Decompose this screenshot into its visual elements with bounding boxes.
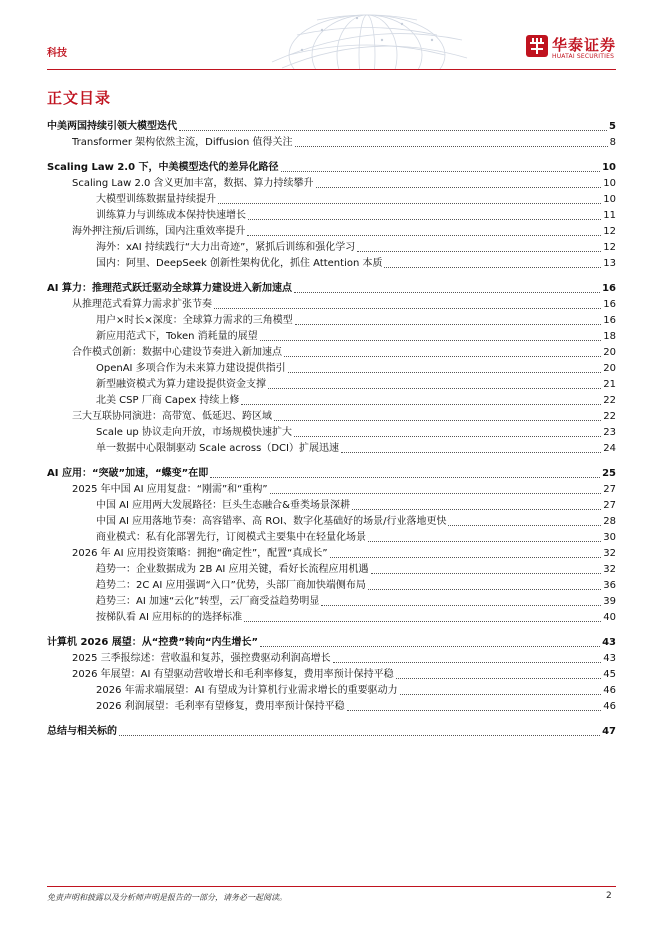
toc-entry-page: 27 <box>603 500 616 511</box>
toc-entry-level-1[interactable] <box>47 635 616 651</box>
toc-entry-page: 24 <box>603 443 616 454</box>
toc-entry-level-2[interactable] <box>47 546 616 562</box>
toc-dot-leader <box>396 678 602 679</box>
toc-dot-leader <box>295 324 602 325</box>
footer-disclaimer: 免责声明和披露以及分析师声明是报告的一部分，请务必一起阅读。 <box>47 893 287 902</box>
toc-entry-level-2[interactable] <box>47 135 616 151</box>
toc-dot-leader <box>218 203 601 204</box>
toc-entry-level-1[interactable] <box>47 119 616 135</box>
toc-entry-level-3[interactable] <box>47 208 616 224</box>
toc-entry-title: 总结与相关标的 <box>47 726 117 737</box>
toc-entry-title: 合作模式创新：数据中心建设节奏进入新加速点 <box>72 347 282 358</box>
toc-dot-leader <box>333 662 602 663</box>
toc-entry-page: 27 <box>603 484 616 495</box>
toc-dot-leader <box>294 436 601 437</box>
toc-entry-level-1[interactable] <box>47 281 616 297</box>
toc-dot-leader <box>288 372 602 373</box>
toc-entry-page: 32 <box>603 548 616 559</box>
toc-entry-title: 中国 AI 应用落地节奏：高容错率、高 ROI、数字化基础好的场景/行业落地更快 <box>96 516 447 527</box>
toc-entry-page: 45 <box>603 669 616 680</box>
toc-entry-title: 2025 年中国 AI 应用复盘：“刚需”和“重构” <box>72 484 268 495</box>
toc-dot-leader <box>214 308 601 309</box>
toc-entry-page: 16 <box>602 283 616 294</box>
toc-entry-title: 国内：阿里、DeepSeek 创新性架构优化，抓住 Attention 本质 <box>96 258 383 269</box>
toc-entry-level-2[interactable] <box>47 667 616 683</box>
toc-entry-page: 20 <box>603 347 616 358</box>
globe-watermark-icon <box>262 0 472 70</box>
toc-entry-title: 商业模式：私有化部署先行，订阅模式主要集中在轻量化场景 <box>96 532 366 543</box>
toc-dot-leader <box>352 509 601 510</box>
toc-entry-level-2[interactable] <box>47 651 616 667</box>
toc-entry-title: 训练算力与训练成本保持快速增长 <box>96 210 246 221</box>
toc-entry-level-2[interactable] <box>47 482 616 498</box>
header-divider <box>47 69 616 70</box>
toc-entry-level-2[interactable] <box>47 224 616 240</box>
toc-entry-title: 海外押注预/后训练，国内注重效率提升 <box>72 226 246 237</box>
toc-entry-page: 18 <box>603 331 616 342</box>
toc-dot-leader <box>347 710 602 711</box>
huatai-logo <box>526 34 626 64</box>
toc-entry-page: 25 <box>602 468 616 479</box>
toc-entry-title: 新应用范式下，Token 消耗量的展望 <box>96 331 258 342</box>
toc-entry-page: 23 <box>603 427 616 438</box>
toc-entry-title: 从推理范式看算力需求扩张节奏 <box>72 299 212 310</box>
table-of-contents <box>47 119 616 740</box>
toc-entry-title: 新型融资模式为算力建设提供资金支撑 <box>96 379 266 390</box>
toc-dot-leader <box>384 267 601 268</box>
toc-entry-level-3[interactable] <box>47 256 616 272</box>
toc-entry-page: 11 <box>603 210 616 221</box>
toc-dot-leader <box>368 541 601 542</box>
toc-entry-title: 2025 三季报综述：营收温和复苏，强控费驱动利润高增长 <box>72 653 331 664</box>
toc-dot-leader <box>260 340 602 341</box>
toc-entry-title: AI 算力：推理范式跃迁驱动全球算力建设进入新加速点 <box>47 283 292 294</box>
toc-entry-level-3[interactable] <box>47 610 616 626</box>
toc-entry-title: 单一数据中心限制驱动 Scale across（DCI）扩展迅速 <box>96 443 339 454</box>
toc-entry-level-3[interactable] <box>47 530 616 546</box>
toc-entry-title: 2026 利润展望：毛利率有望修复，费用率预计保持平稳 <box>96 701 345 712</box>
toc-entry-level-1[interactable] <box>47 466 616 482</box>
toc-dot-leader <box>241 404 601 405</box>
toc-entry-level-3[interactable] <box>47 240 616 256</box>
toc-entry-title: 中美两国持续引领大模型迭代 <box>47 121 177 132</box>
toc-entry-page: 16 <box>603 315 616 326</box>
toc-dot-leader <box>284 356 601 357</box>
toc-entry-level-3[interactable] <box>47 313 616 329</box>
toc-entry-page: 21 <box>603 379 616 390</box>
toc-entry-level-2[interactable] <box>47 297 616 313</box>
toc-entry-level-2[interactable] <box>47 176 616 192</box>
toc-entry-level-3[interactable] <box>47 683 616 699</box>
header-section-tag: 科技 <box>47 48 67 59</box>
toc-entry-page: 10 <box>603 194 616 205</box>
toc-entry-title: Scaling Law 2.0 含义更加丰富，数据、算力持续攀升 <box>72 178 314 189</box>
toc-entry-title: 大模型训练数据量持续提升 <box>96 194 216 205</box>
toc-entry-page: 43 <box>602 637 616 648</box>
toc-entry-title: 计算机 2026 展望：从“控费”转向“内生增长” <box>47 637 259 648</box>
toc-dot-leader <box>179 130 607 131</box>
toc-dot-leader <box>357 251 601 252</box>
toc-entry-page: 36 <box>603 580 616 591</box>
toc-entry-title: 2026 年展望：AI 有望驱动营收增长和毛利率修复，费用率预计保持平稳 <box>72 669 394 680</box>
toc-entry-page: 30 <box>603 532 616 543</box>
toc-dot-leader <box>119 735 600 736</box>
toc-entry-title: OpenAI 多项合作为未来算力建设提供指引 <box>96 363 286 374</box>
toc-dot-leader <box>274 420 601 421</box>
toc-dot-leader <box>448 525 601 526</box>
toc-entry-level-2[interactable] <box>47 345 616 361</box>
toc-entry-title: Transformer 架构依然主流，Diffusion 值得关注 <box>72 137 293 148</box>
huatai-logo-mark-icon <box>526 35 548 57</box>
toc-title: 正文目录 <box>47 89 112 107</box>
toc-entry-title: Scale up 协议走向开放，市场规模快速扩大 <box>96 427 292 438</box>
toc-dot-leader <box>321 605 601 606</box>
toc-entry-title: 2026 年 AI 应用投资策略：拥抱“确定性”，配置“真成长” <box>72 548 328 559</box>
toc-dot-leader <box>270 493 602 494</box>
toc-entry-page: 5 <box>609 121 616 132</box>
toc-entry-page: 46 <box>603 685 616 696</box>
toc-entry-page: 22 <box>603 411 616 422</box>
toc-entry-level-3[interactable] <box>47 594 616 610</box>
toc-entry-level-3[interactable] <box>47 562 616 578</box>
toc-entry-title: 用户×时长×深度：全球算力需求的三角模型 <box>96 315 293 326</box>
toc-entry-level-3[interactable] <box>47 393 616 409</box>
toc-dot-leader <box>368 589 601 590</box>
toc-entry-title: 趋势三：AI 加速“云化”转型，云厂商受益趋势明显 <box>96 596 320 607</box>
toc-entry-page: 28 <box>603 516 616 527</box>
toc-entry-page: 43 <box>603 653 616 664</box>
toc-dot-leader <box>210 477 600 478</box>
toc-entry-page: 10 <box>602 162 616 173</box>
toc-entry-level-3[interactable] <box>47 441 616 457</box>
toc-entry-page: 39 <box>603 596 616 607</box>
toc-dot-leader <box>247 235 601 236</box>
toc-entry-page: 20 <box>603 363 616 374</box>
page-number: 2 <box>606 891 612 901</box>
logo-english-name: HUATAI SECURITIES <box>552 53 615 60</box>
toc-dot-leader <box>371 573 602 574</box>
toc-dot-leader <box>268 388 601 389</box>
toc-entry-title: AI 应用：“突破”加速，“蝶变”在即 <box>47 468 209 479</box>
toc-dot-leader <box>341 452 601 453</box>
toc-entry-title: 中国 AI 应用两大发展路径：巨头生态融合&垂类场景深耕 <box>96 500 350 511</box>
toc-entry-level-3[interactable] <box>47 498 616 514</box>
toc-entry-page: 12 <box>603 226 616 237</box>
toc-dot-leader <box>248 219 601 220</box>
toc-entry-page: 13 <box>603 258 616 269</box>
toc-entry-page: 40 <box>603 612 616 623</box>
toc-entry-level-3[interactable] <box>47 578 616 594</box>
toc-dot-leader <box>281 171 601 172</box>
toc-dot-leader <box>316 187 602 188</box>
toc-entry-page: 8 <box>609 137 616 148</box>
toc-dot-leader <box>330 557 602 558</box>
toc-entry-level-3[interactable] <box>47 361 616 377</box>
logo-chinese-name: 华泰证券 <box>552 36 617 54</box>
toc-entry-title: 海外：xAI 持续践行“大力出奇迹”，紧抓后训练和强化学习 <box>96 242 356 253</box>
toc-entry-title: 趋势二：2C AI 应用强调“入口”优势，头部厂商加快端侧布局 <box>96 580 366 591</box>
toc-entry-page: 47 <box>602 726 616 737</box>
toc-entry-page: 22 <box>603 395 616 406</box>
toc-dot-leader <box>295 146 608 147</box>
toc-entry-level-2[interactable] <box>47 409 616 425</box>
toc-entry-title: Scaling Law 2.0 下，中美模型迭代的差异化路径 <box>47 162 279 173</box>
toc-entry-level-3[interactable] <box>47 699 616 715</box>
toc-entry-level-3[interactable] <box>47 377 616 393</box>
toc-entry-level-3[interactable] <box>47 514 616 530</box>
toc-entry-level-3[interactable] <box>47 425 616 441</box>
toc-dot-leader <box>260 646 600 647</box>
toc-entry-level-1[interactable] <box>47 724 616 740</box>
toc-entry-page: 32 <box>603 564 616 575</box>
toc-entry-level-3[interactable] <box>47 192 616 208</box>
toc-entry-page: 46 <box>603 701 616 712</box>
toc-entry-level-1[interactable] <box>47 160 616 176</box>
toc-dot-leader <box>244 621 601 622</box>
toc-entry-page: 12 <box>603 242 616 253</box>
toc-entry-title: 按梯队看 AI 应用标的的选择标准 <box>96 612 243 623</box>
toc-entry-title: 2026 年需求端展望：AI 有望成为计算机行业需求增长的重要驱动力 <box>96 685 398 696</box>
toc-entry-title: 趋势一：企业数据成为 2B AI 应用关键，看好长流程应用机遇 <box>96 564 369 575</box>
toc-dot-leader <box>294 292 600 293</box>
toc-entry-page: 16 <box>603 299 616 310</box>
toc-dot-leader <box>400 694 602 695</box>
footer-divider <box>47 886 616 887</box>
toc-entry-title: 北美 CSP 厂商 Capex 持续上修 <box>96 395 240 406</box>
toc-entry-title: 三大互联协同演进：高带宽、低延迟、跨区域 <box>72 411 272 422</box>
toc-entry-level-3[interactable] <box>47 329 616 345</box>
toc-entry-page: 10 <box>603 178 616 189</box>
